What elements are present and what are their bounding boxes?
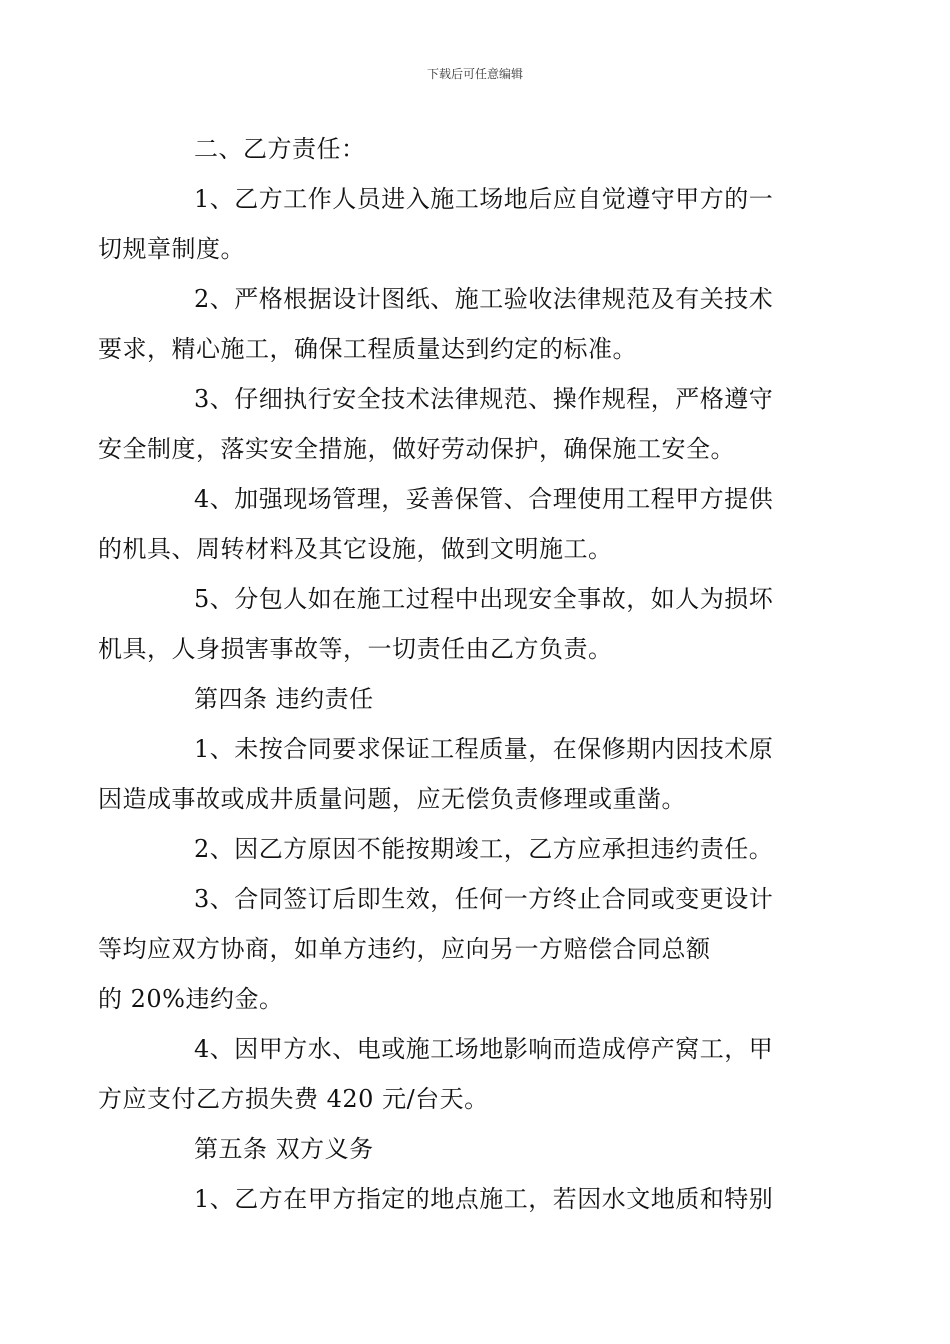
- paragraph-line: 方应支付乙方损失费 420 元/台天。: [98, 1085, 489, 1113]
- paragraph-b-duty-3: [98, 374, 806, 474]
- paragraph-line: 要求，精心施工，确保工程质量达到约定的标准。: [98, 335, 637, 363]
- paragraph-b-duty-1: [98, 174, 806, 274]
- paragraph-b-duty-2: [98, 274, 806, 374]
- paragraph-breach-1: [98, 724, 806, 824]
- paragraph-line: 的机具、周转材料及其它设施，做到文明施工。: [98, 535, 613, 563]
- paragraph-b-duty-4: [98, 474, 806, 574]
- paragraph-breach-3: [98, 874, 806, 1024]
- paragraph-line: 第五条 双方义务: [194, 1135, 374, 1163]
- paragraph-line: 3、合同签订后即生效，任何一方终止合同或变更设计: [194, 885, 774, 913]
- section-heading-party-b-duties: [146, 124, 806, 174]
- paragraph-breach-4: [98, 1024, 806, 1124]
- paragraph-line: 3、仔细执行安全技术法律规范、操作规程，严格遵守: [194, 385, 774, 413]
- paragraph-line: 等均应双方协商，如单方违约，应向另一方赔偿合同总额: [98, 935, 711, 963]
- paragraph-line: 4、加强现场管理，妥善保管、合理使用工程甲方提供: [194, 485, 774, 513]
- paragraph-line: 切规章制度。: [98, 235, 245, 263]
- paragraph-line: 5、分包人如在施工过程中出现安全事故，如人为损坏: [194, 585, 774, 613]
- page-header-note: 下载后可任意编辑: [426, 67, 523, 81]
- paragraph-line: 第四条 违约责任: [194, 685, 374, 713]
- paragraph-breach-2: [146, 824, 806, 874]
- paragraph-line: 因造成事故或成井质量问题，应无偿负责修理或重凿。: [98, 785, 686, 813]
- paragraph-line: 1、乙方工作人员进入施工场地后应自觉遵守甲方的一: [194, 185, 774, 213]
- paragraph-line: 1、乙方在甲方指定的地点施工，若因水文地质和特别: [194, 1185, 774, 1213]
- paragraph-line: 1、未按合同要求保证工程质量，在保修期内因技术原: [194, 735, 774, 763]
- document-body: [98, 124, 806, 1224]
- paragraph-obligation-1: [146, 1174, 806, 1224]
- paragraph-line: 2、严格根据设计图纸、施工验收法律规范及有关技术: [194, 285, 774, 313]
- paragraph-line: 2、因乙方原因不能按期竣工，乙方应承担违约责任。: [194, 835, 774, 863]
- paragraph-line: 4、因甲方水、电或施工场地影响而造成停产窝工，甲: [194, 1035, 774, 1063]
- article-5-heading: [146, 1124, 806, 1174]
- paragraph-line: 的 20%违约金。: [98, 985, 284, 1013]
- article-4-heading: [146, 674, 806, 724]
- paragraph-line: 机具，人身损害事故等，一切责任由乙方负责。: [98, 635, 613, 663]
- paragraph-line: 二、乙方责任：: [194, 135, 366, 163]
- paragraph-b-duty-5: [98, 574, 806, 674]
- paragraph-line: 安全制度，落实安全措施，做好劳动保护，确保施工安全。: [98, 435, 735, 463]
